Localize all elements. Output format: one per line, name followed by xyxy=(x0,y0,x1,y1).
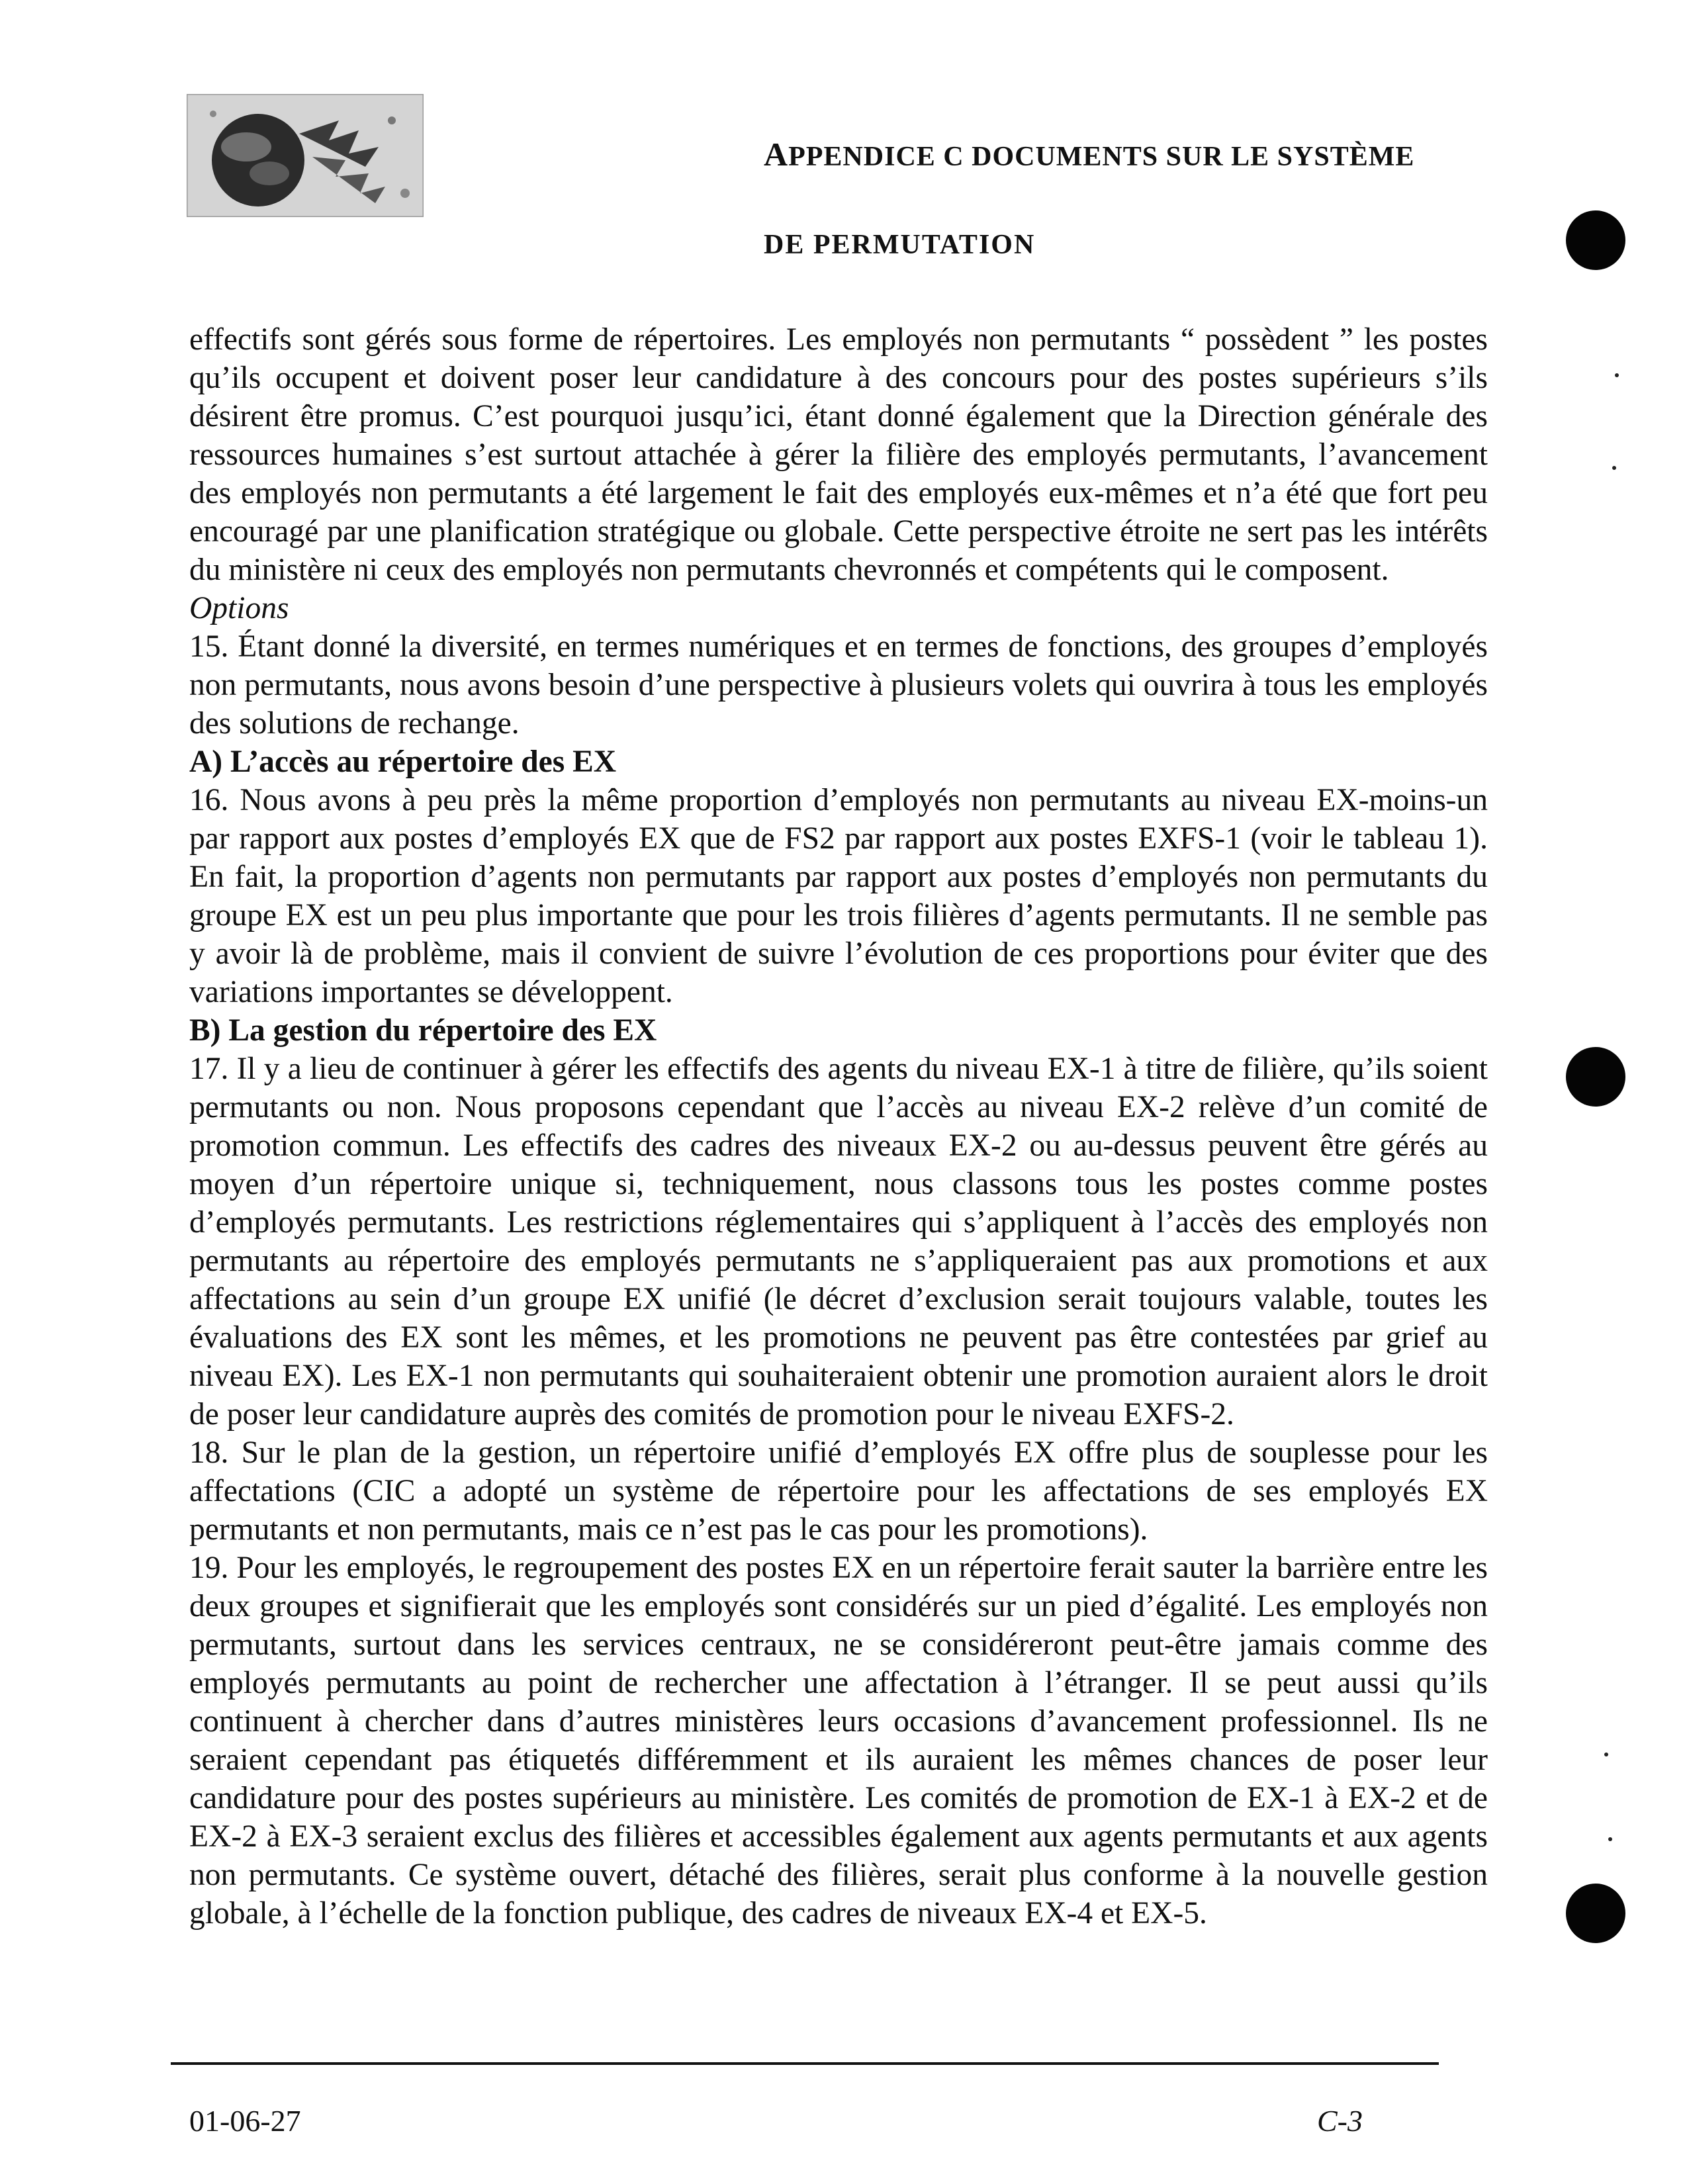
paragraph-15: 15. Étant donné la diversité, en termes numériques et en termes de fonctions, des groupes d’employés non permutants, nous avons besoin d’une perspective à plusieurs volets qui ouvrira à tous les employés des solutions de rechange. xyxy=(189,629,1488,741)
paragraph-16: 16. Nous avons à peu près la même proportion d’employés non permutants au niveau EX-moins-un par rapport aux postes d’employés EX que de FS2 par rapport aux postes EXFS-1 (voir le tableau 1). En fait, la proportion d’agents non permutants par rapport aux postes d’employés non permutants du groupe EX est un peu plus importante que pour les trois filières d’agents permutants. Il ne semble pas y avoir là de problème, mais il convient de suivre l’évolution de ces proportions pour éviter que des variations importantes se développent. xyxy=(189,783,1488,1009)
scan-speck xyxy=(1612,466,1616,470)
footer-date: 01-06-27 xyxy=(189,2104,301,2138)
binder-hole-top xyxy=(1566,210,1625,270)
paragraph-17: 17. Il y a lieu de continuer à gérer les effectifs des agents du niveau EX-1 à titre de filière, qu’ils soient permutants ou non. Nous proposons cependant que l’accès au niveau EX-2 relève d’un comité de promotion commun. Les effectifs des cadres des niveaux EX-2 ou au-dessus peuvent être gérés au moyen d’un répertoire unique si, techniquement, nous classons tous les postes comme postes d’employés permutants. Les restrictions réglementaires qui s’appliquent à l’accès des employés non permutants au répertoire des employés permutants ne s’appliqueraient pas aux promotions et aux affectations au sein d’un groupe EX unifié (le décret d’exclusion serait toujours valable, toutes les évaluations des EX sont les mêmes, et les promotions ne peuvent pas être contestées par grief au niveau EX). Les EX-1 non permutants qui souhaiteraient obtenir une promotion auraient alors le droit de poser leur candidature auprès des comités de promotion pour le niveau EXFS-2. xyxy=(189,1052,1488,1432)
page-number: C-3 xyxy=(1317,2104,1363,2138)
paragraph-intro: effectifs sont gérés sous forme de répertoires. Les employés non permutants “ possèdent ” les postes qu’ils occupent et doivent poser leur candidature à des concours pour des postes supérieurs s’ils désirent être promus. C’est pourquoi jusqu’ici, étant donné également que la Direction générale des ressources humaines s’est surtout attachée à gérer la filière des employés permutants, l’avancement des employés non permutants a été largement le fait des employés eux-mêmes et n’a été que fort peu encouragé par une planification stratégique ou globale. Cette perspective étroite ne sert pas les intérêts du ministère ni ceux des employés non permutants chevronnés et compétents qui le composent. xyxy=(189,322,1488,587)
page-title-line1: APPENDICE C DOCUMENTS SUR LE SYSTÈME xyxy=(764,136,1415,173)
binder-hole-middle xyxy=(1566,1047,1625,1107)
paragraph-19: 19. Pour les employés, le regroupement des postes EX en un répertoire ferait sauter la barrière entre les deux groupes et signifierait que les employés sont considérés sur un pied d’égalité. Les employés non permutants, surtout dans les services centraux, ne se considéreront peut-être jamais comme des employés permutants au point de rechercher une affectation à l’étranger. Il se peut aussi qu’ils continuent à chercher dans d’autres ministères leurs occasions d’avancement professionnel. Ils ne seraient cependant pas étiquetés différemment et ils auraient les mêmes chances de poser leur candidature pour des postes supérieurs au ministère. Les comités de promotion de EX-1 à EX-2 et de EX-2 à EX-3 seraient exclus des filières et accessibles également aux agents permutants et aux agents non permutants. Ce système ouvert, détaché des filières, serait plus conforme à la nouvelle gestion globale, à l’échelle de la fonction publique, des cadres de niveaux EX-4 et EX-5. xyxy=(189,1551,1488,1931)
scan-speck xyxy=(1604,1752,1608,1756)
options-label: Options xyxy=(189,591,289,625)
paragraph-18: 18. Sur le plan de la gestion, un répertoire unifié d’employés EX offre plus de souplesse pour les affectations (CIC a adopté un système de répertoire pour les affectations de ses employés EX permutants et non permutants, mais ce n’est pas le cas pour les promotions). xyxy=(189,1435,1488,1547)
footer-divider xyxy=(171,2062,1439,2065)
binder-hole-bottom xyxy=(1566,1884,1625,1943)
page-title-line2: DE PERMUTATION xyxy=(764,230,1036,260)
scan-speck xyxy=(1608,1837,1612,1841)
section-heading-b: B) La gestion du répertoire des EX xyxy=(189,1013,657,1048)
globe-flags-logo xyxy=(187,94,424,217)
scan-speck xyxy=(1615,373,1619,377)
document-body xyxy=(189,320,1488,1933)
section-heading-a: A) L’accès au répertoire des EX xyxy=(189,745,617,779)
